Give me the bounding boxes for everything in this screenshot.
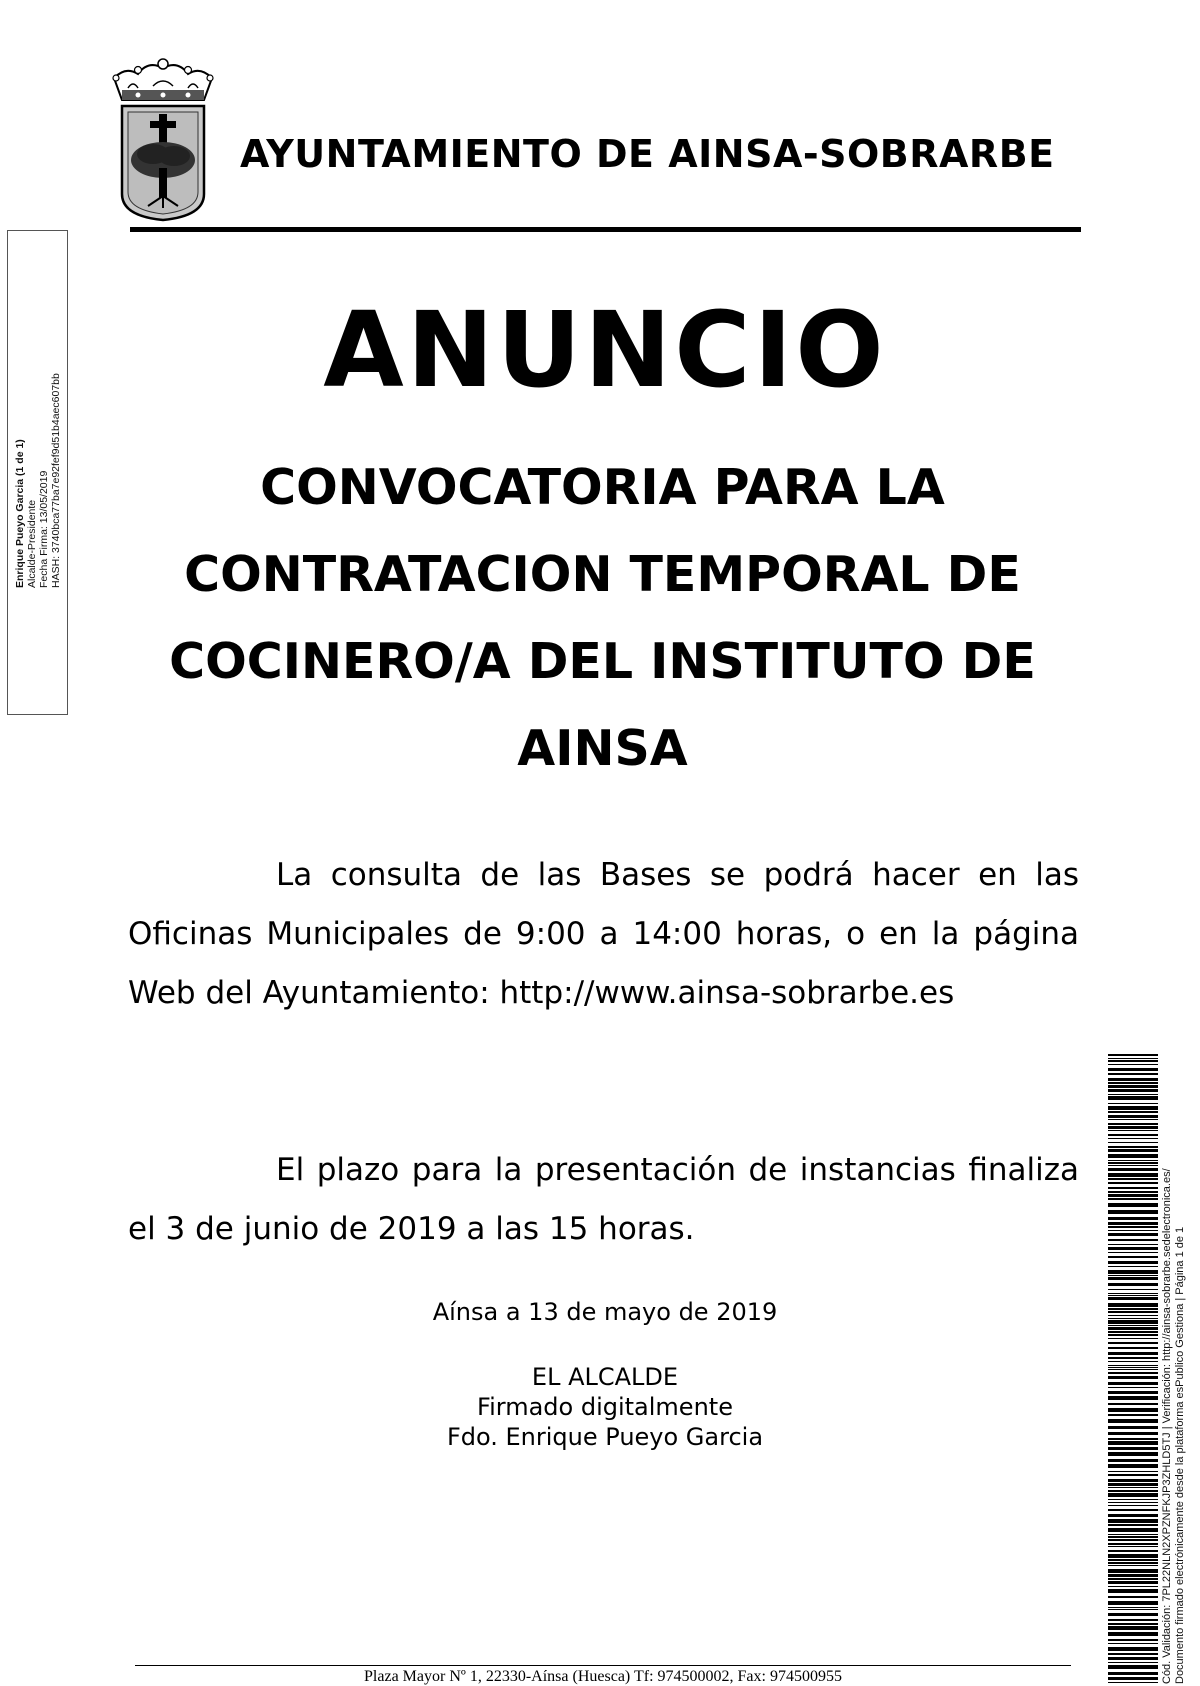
barcode-bar [1108,1408,1158,1412]
verification-barcode [1108,1054,1158,1684]
barcode-bar [1108,1601,1158,1605]
barcode-bar [1108,1352,1158,1355]
barcode-bar [1108,1474,1158,1476]
barcode-bar [1108,1653,1158,1655]
mayor-name: Fdo. Enrique Pueyo Garcia [446,1423,764,1451]
barcode-bar [1108,1586,1158,1587]
barcode-bar [1108,1534,1158,1535]
barcode-bar [1108,1452,1158,1456]
barcode-bar [1108,1217,1158,1220]
barcode-bar [1108,1115,1158,1118]
barcode-bar [1108,1662,1158,1663]
barcode-bar [1108,1111,1158,1113]
barcode-bar [1108,1632,1158,1636]
signer-role: Alcalde-Presidente [26,499,38,588]
barcode-bar [1108,1320,1158,1324]
barcode-bar [1108,1347,1158,1349]
barcode-bar [1108,1203,1158,1207]
barcode-bar [1108,1391,1158,1394]
barcode-bar [1108,1419,1158,1423]
barcode-bar [1108,1085,1158,1088]
barcode-bar [1108,1277,1158,1280]
organization-name: AYUNTAMIENTO DE AINSA-SOBRARBE [240,132,1055,176]
barcode-bar [1108,1103,1158,1104]
document-title: ANUNCIO [323,289,887,411]
barcode-bar [1108,1233,1158,1236]
barcode-bar [1108,1244,1158,1245]
barcode-bar [1108,1168,1158,1171]
barcode-bar [1108,1361,1158,1362]
barcode-bar [1108,1657,1158,1660]
barcode-bar [1108,1106,1158,1110]
barcode-bar [1108,1318,1158,1319]
digital-signature-note: Firmado digitalmente [477,1393,733,1421]
barcode-bar [1108,1064,1158,1065]
barcode-bar [1108,1162,1158,1164]
barcode-bar [1108,1643,1158,1644]
barcode-bar [1108,1554,1158,1558]
barcode-bar [1108,1198,1158,1200]
barcode-bar [1108,1256,1158,1258]
barcode-bar [1108,1210,1158,1214]
barcode-bar [1108,1146,1158,1148]
barcode-bar [1108,1295,1158,1296]
barcode-bar [1108,1543,1158,1545]
barcode-bar [1108,1165,1158,1166]
barcode-bar [1108,1303,1158,1307]
barcode-bar [1108,1082,1158,1084]
signer-name: Enrique Pueyo Garcia (1 de 1) [14,439,26,588]
barcode-bar [1108,1519,1158,1523]
barcode-bar [1108,1539,1158,1541]
barcode-bar [1108,1138,1158,1139]
barcode-bar [1108,1403,1158,1405]
barcode-bar [1108,1550,1158,1552]
barcode-bar [1108,1266,1158,1267]
barcode-bar [1108,1142,1158,1143]
verification-text [1161,1168,1187,1684]
barcode-bar [1108,1283,1158,1286]
barcode-bar [1108,1609,1158,1610]
barcode-bar [1108,1581,1158,1584]
barcode-bar [1108,1441,1158,1445]
barcode-bar [1108,1058,1158,1059]
barcode-bar [1108,1261,1158,1264]
barcode-bar [1108,1546,1158,1547]
barcode-bar [1108,1073,1158,1075]
subtitle-line: CONVOCATORIA PARA LA [260,459,945,516]
subtitle-line: CONTRATACION TEMPORAL DE [184,546,1021,603]
barcode-bar [1108,1308,1158,1310]
barcode-bar [1108,1623,1158,1625]
barcode-bar [1108,1293,1158,1294]
barcode-bar [1108,1565,1158,1566]
barcode-bar [1108,1194,1158,1197]
barcode-bar [1108,1672,1158,1675]
barcode-bar [1108,1479,1158,1482]
barcode-bar [1108,1252,1158,1253]
barcode-bar [1108,1334,1158,1336]
barcode-bar [1108,1275,1158,1276]
barcode-bar [1108,1311,1158,1313]
barcode-bar [1108,1459,1158,1462]
barcode-bar [1108,1222,1158,1225]
barcode-bar [1108,1365,1158,1366]
barcode-bar [1108,1639,1158,1641]
sign-hash: HASH: 3740bca77ba7e92fef9d51b4aec607bb [50,373,62,588]
subtitle-line: COCINERO/A DEL INSTITUTO DE [169,633,1036,690]
barcode-bar [1108,1160,1158,1161]
barcode-bar [1108,1464,1158,1468]
barcode-bar [1108,1178,1158,1180]
barcode-bar [1108,1187,1158,1189]
barcode-bar [1108,1331,1158,1333]
barcode-bar [1108,1078,1158,1081]
barcode-bar [1108,1490,1158,1492]
barcode-bar [1108,1396,1158,1400]
barcode-bar [1108,1130,1158,1131]
barcode-bar [1108,1447,1158,1450]
barcode-bar [1108,1089,1158,1092]
place-and-date: Aínsa a 13 de mayo de 2019 [432,1298,778,1326]
barcode-bar [1108,1438,1158,1440]
barcode-bar [1108,1589,1158,1593]
barcode-bar [1108,1247,1158,1250]
barcode-bar [1108,1060,1158,1062]
sign-date: Fecha Firma: 13/05/2019 [38,470,50,588]
barcode-bar [1108,1149,1158,1152]
header-divider [130,227,1081,232]
barcode-bar [1108,1677,1158,1680]
footer-address: Plaza Mayor Nº 1, 22330-Aínsa (Huesca) Tf: 974500002, Fax: 974500955 [364,1668,842,1685]
barcode-bar [1108,1289,1158,1290]
barcode-bar [1108,1369,1158,1370]
mayor-role: EL ALCALDE [531,1363,679,1391]
barcode-bar [1108,1126,1158,1129]
barcode-bar [1108,1613,1158,1616]
barcode-bar [1108,1338,1158,1339]
barcode-bar [1108,1502,1158,1503]
barcode-bar [1108,1372,1158,1374]
document-subtitle [120,444,1085,792]
barcode-bar [1108,1068,1158,1071]
barcode-bar [1108,1499,1158,1500]
barcode-bar [1108,1270,1158,1274]
barcode-bar [1108,1154,1158,1158]
barcode-bar [1108,1119,1158,1120]
barcode-bar [1108,1191,1158,1193]
barcode-bar [1108,1682,1158,1683]
verification-code: Cód. Validación: 7PL22NLN2XPZNFKJP3ZHLD5TJ | Verificación: http://ainsa-sobrarbe.sedelectronica.es/ [1161,1168,1173,1684]
barcode-bar [1108,1230,1158,1231]
barcode-bar [1108,1487,1158,1488]
barcode-bar [1108,1357,1158,1359]
barcode-bar [1108,1607,1158,1608]
barcode-bar [1108,1432,1158,1435]
barcode-bar [1108,1054,1158,1056]
barcode-bar [1108,1382,1158,1385]
barcode-bar [1108,1493,1158,1497]
barcode-bar [1108,1096,1158,1100]
barcode-bar [1108,1315,1158,1316]
barcode-bar [1108,1528,1158,1532]
barcode-bar [1108,1647,1158,1651]
bases-consultation-paragraph: La consulta de las Bases se podrá hacer en las Oficinas Municipales de 9:00 a 14:00 horas, o en la página Web del Ayuntamiento: http://www.ainsa-sobrarbe.es [128,857,1079,1011]
barcode-bar [1108,1182,1158,1184]
barcode-bar [1108,1574,1158,1577]
barcode-bar [1108,1123,1158,1125]
mayor-signature-block [0,1362,1200,1452]
barcode-bar [1108,1367,1158,1368]
barcode-bar [1108,1578,1158,1580]
barcode-bar [1108,1376,1158,1379]
barcode-bar [1108,1426,1158,1429]
barcode-bar [1108,1596,1158,1598]
barcode-bar [1108,1094,1158,1095]
barcode-bar [1108,1239,1158,1241]
barcode-bar [1108,1342,1158,1344]
barcode-bar [1108,1665,1158,1669]
application-deadline-paragraph: El plazo para la presentación de instancias finaliza el 3 de junio de 2019 a las 15 horas. [128,1152,1079,1247]
barcode-bar [1108,1327,1158,1330]
barcode-bar [1108,1505,1158,1506]
barcode-bar [1108,1619,1158,1621]
barcode-bar [1108,1471,1158,1472]
barcode-bar [1108,1562,1158,1564]
barcode-bar [1108,1536,1158,1538]
barcode-bar [1108,1414,1158,1416]
barcode-bar [1108,1569,1158,1573]
barcode-bar [1108,1524,1158,1526]
barcode-bar [1108,1226,1158,1228]
footer-divider [135,1665,1071,1666]
barcode-bar [1108,1509,1158,1511]
barcode-bar [1108,1173,1158,1177]
coat-of-arms-icon [108,56,218,222]
barcode-bar [1108,1559,1158,1561]
barcode-bar [1108,1325,1158,1326]
barcode-bar [1108,1483,1158,1486]
barcode-bar [1108,1297,1158,1300]
barcode-bar [1108,1514,1158,1517]
barcode-bar [1108,1134,1158,1136]
subtitle-line: AINSA [517,720,688,777]
barcode-bar [1108,1387,1158,1388]
barcode-bar [1108,1626,1158,1630]
verification-platform: Documento firmado electrónicamente desde la plataforma esPublico Gestiona | Página 1 de 1 [1174,1226,1186,1684]
